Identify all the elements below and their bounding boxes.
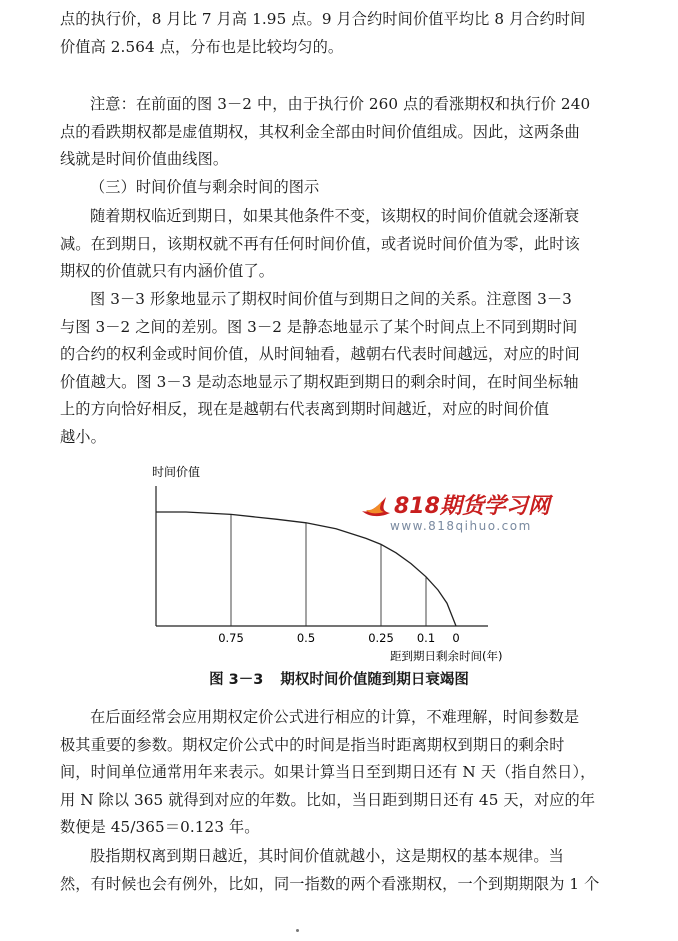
text-line: 图 3－3 形象地显示了期权时间价值与到期日之间的关系。注意图 3－3 xyxy=(90,290,572,308)
figure-number: 图 3－3 xyxy=(209,672,264,688)
paragraph-time-param xyxy=(60,704,642,842)
paragraph-decay xyxy=(60,203,642,286)
text-line: 越小。 xyxy=(60,427,106,446)
x-tick-label: 0.1 xyxy=(416,631,436,645)
text-line: 与图 3－2 之间的差别。图 3－2 是静态地显示了某个时间点上不同到期时间 xyxy=(60,317,578,336)
text-line: 在后面经常会应用期权定价公式进行相应的计算，不难理解，时间参数是 xyxy=(90,708,580,726)
text-line: 价值高 2.564 点，分布也是比较均匀的。 xyxy=(60,37,344,56)
paragraph-1 xyxy=(60,6,642,61)
text-line: 上的方向恰好相反，现在是越朝右代表离到期时间越近，对应的时间价值 xyxy=(60,400,550,418)
text-line: 减。在到期日，该期权就不再有任何时间价值，或者说时间价值为零，此时该 xyxy=(60,234,580,253)
paragraph-figure-explain xyxy=(60,286,642,451)
text-line: 点的执行价，8 月比 7 月高 1.95 点。9 月合约时间价值平均比 8 月合约时间 xyxy=(60,10,586,28)
x-tick-label: 0.75 xyxy=(218,631,244,645)
text-line: 然，有时候也会有例外，比如，同一指数的两个看涨期权，一个到期期限为 1 个 xyxy=(60,874,600,893)
text-line: 注意：在前面的图 3－2 中，由于执行价 260 点的看涨期权和执行价 240 xyxy=(90,95,591,113)
text-line: 用 N 除以 365 就得到对应的年数。比如，当日距到期日还有 45 天，对应的年 xyxy=(60,790,596,809)
text-line: 随着期权临近到期日，如果其他条件不变，该期权的时间价值就会逐渐衰 xyxy=(90,207,580,225)
x-axis-label: 距到期日剩余时间(年) xyxy=(390,649,503,663)
text-line: 的合约的权利金或时间价值，从时间轴看，越朝右代表时间越远，对应的时间 xyxy=(60,345,580,363)
watermark-logo xyxy=(360,489,550,539)
text-line: 数便是 45/365＝0.123 年。 xyxy=(60,818,260,836)
text-line: 价值越大。图 3－3 是动态地显示了期权距到期日的剩余时间，在时间坐标轴 xyxy=(60,372,579,391)
time-value-decay-chart xyxy=(140,456,540,666)
x-tick-label: 0 xyxy=(452,631,460,645)
section-heading xyxy=(60,174,642,202)
paragraph-index-option xyxy=(60,843,642,898)
watermark-title: 818期货学习网 xyxy=(394,494,550,519)
heading-text: （三）时间价值与剩余时间的图示 xyxy=(90,178,320,196)
x-tick-label: 0.5 xyxy=(296,631,316,645)
page-mark xyxy=(296,929,299,932)
watermark-url: www.818qihuo.com xyxy=(390,519,532,533)
text-line: 股指期权离到期日越近，其时间价值就越小，这是期权的基本规律。当 xyxy=(90,847,564,865)
figure-title: 期权时间价值随到期日衰竭图 xyxy=(280,672,469,688)
text-line: 期权的价值就只有内涵价值了。 xyxy=(60,262,275,280)
y-axis-label: 时间价值 xyxy=(152,465,201,479)
paragraph-note xyxy=(60,91,642,174)
flame-logo-icon xyxy=(360,491,394,519)
text-line: 点的看跌期权都是虚值期权，其权利金全部由时间价值组成。因此，这两条曲 xyxy=(60,122,580,141)
text-line: 线就是时间价值曲线图。 xyxy=(60,150,229,168)
text-line: 极其重要的参数。期权定价公式中的时间是指当时距离期权到期日的剩余时 xyxy=(60,735,565,754)
text-line: 间，时间单位通常用年来表示。如果计算当日至到期日还有 N 天（指自然日）， xyxy=(60,763,596,781)
figure-caption xyxy=(0,668,678,689)
x-tick-label: 0.25 xyxy=(368,631,394,645)
